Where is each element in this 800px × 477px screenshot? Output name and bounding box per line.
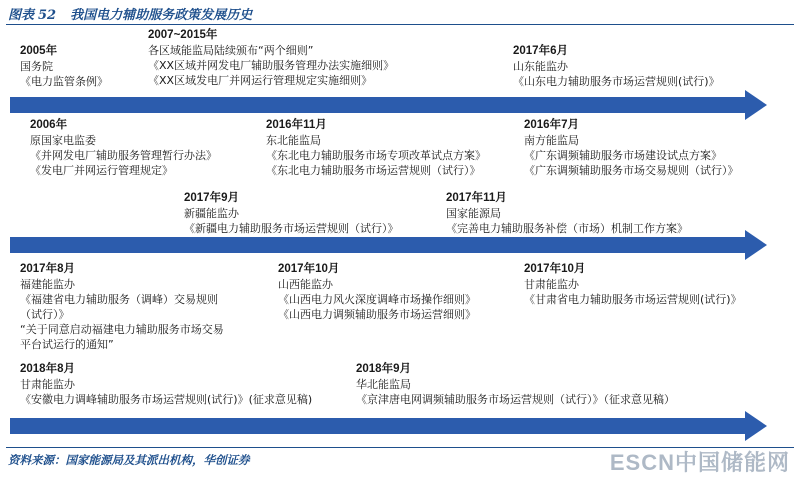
event-doc: 《京津唐电网调频辅助服务市场运营规则（试行）》（征求意见稿） bbox=[356, 393, 675, 406]
event-2017-06 bbox=[513, 44, 720, 89]
event-2017-11 bbox=[446, 191, 688, 236]
event-doc: 《安徽电力调峰辅助服务市场运营规则(试行)》(征求意见稿) bbox=[20, 393, 313, 406]
event-org: 华北能监局 bbox=[356, 378, 411, 391]
event-2018-08 bbox=[20, 362, 312, 407]
event-doc: 《广东调频辅助服务市场建设试点方案》 bbox=[524, 149, 722, 162]
event-doc: 《东北电力辅助服务市场专项改革试点方案》 bbox=[266, 149, 486, 162]
event-org: 山西能监办 bbox=[278, 278, 333, 291]
figure-title bbox=[8, 4, 252, 23]
timeline-arrow-1 bbox=[10, 95, 755, 115]
event-date: 2007~2015年 bbox=[148, 29, 218, 41]
event-doc: 《东北电力辅助服务市场运营规则（试行）》 bbox=[266, 164, 481, 177]
event-date: 2017年9月 bbox=[184, 192, 239, 204]
event-doc: （试行）》 bbox=[20, 308, 70, 321]
event-doc: 《甘肃省电力辅助服务市场运营规则(试行)》 bbox=[524, 293, 742, 306]
event-date: 2018年9月 bbox=[356, 363, 411, 375]
event-doc: 《广东调频辅助服务市场交易规则（试行）》 bbox=[524, 164, 739, 177]
event-org: 南方能监局 bbox=[524, 134, 579, 147]
event-org: 东北能监局 bbox=[266, 134, 321, 147]
event-doc: 《发电厂并网运行管理规定》 bbox=[30, 164, 173, 177]
event-org: 福建能监办 bbox=[20, 278, 75, 291]
event-2017-10-gansu bbox=[524, 262, 742, 307]
event-org: 原国家电监委 bbox=[30, 134, 96, 147]
event-2006 bbox=[30, 118, 217, 178]
top-rule bbox=[6, 24, 794, 25]
event-2016-11 bbox=[266, 118, 486, 178]
figure-label: 图表 bbox=[8, 8, 35, 23]
event-org: 国家能源局 bbox=[446, 207, 501, 220]
event-date: 2016年11月 bbox=[266, 119, 327, 131]
event-date: 2017年11月 bbox=[446, 192, 507, 204]
event-doc: 《山东电力辅助服务市场运营规则(试行)》 bbox=[513, 75, 720, 88]
event-doc: 《XX区域发电厂并网运行管理规定实施细则》 bbox=[148, 74, 373, 87]
event-org: 甘肃能监办 bbox=[20, 378, 75, 391]
event-doc: 《山西电力风火深度调峰市场操作细则》 bbox=[278, 293, 476, 306]
event-doc: 《XX区域并网发电厂辅助服务管理办法实施细则》 bbox=[148, 59, 395, 72]
event-date: 2006年 bbox=[30, 119, 68, 131]
timeline-arrow-2 bbox=[10, 235, 755, 255]
event-date: 2017年6月 bbox=[513, 45, 568, 57]
event-org: 新疆能监办 bbox=[184, 207, 239, 220]
event-2018-09 bbox=[356, 362, 675, 407]
event-date: 2017年10月 bbox=[524, 263, 586, 275]
event-org: 国务院 bbox=[20, 60, 53, 73]
event-date: 2016年7月 bbox=[524, 119, 579, 131]
source-note: 资料来源：国家能源局及其派出机构，华创证券 bbox=[8, 453, 250, 467]
event-org: 各区域能监局陆续颁布“两个细则” bbox=[148, 44, 314, 57]
event-2005 bbox=[20, 44, 108, 89]
event-2017-10-shanxi bbox=[278, 262, 476, 322]
event-date: 2018年8月 bbox=[20, 363, 75, 375]
event-2016-07 bbox=[524, 118, 739, 178]
event-doc: 《福建省电力辅助服务（调峰）交易规则 bbox=[20, 293, 218, 306]
event-doc: 《新疆电力辅助服务市场运营规则（试行）》 bbox=[184, 222, 399, 235]
event-doc: 《山西电力调频辅助服务市场运营细则》 bbox=[278, 308, 476, 321]
event-date: 2017年8月 bbox=[20, 263, 75, 275]
event-2017-09 bbox=[184, 191, 399, 236]
event-org: 山东能监办 bbox=[513, 60, 568, 73]
event-org: 甘肃能监办 bbox=[524, 278, 579, 291]
event-doc: 平台试运行的通知” bbox=[20, 338, 114, 351]
event-doc: “关于同意启动福建电力辅助服务市场交易 bbox=[20, 323, 224, 336]
event-date: 2017年10月 bbox=[278, 263, 340, 275]
event-doc: 《并网发电厂辅助服务管理暂行办法》 bbox=[30, 149, 217, 162]
event-doc: 《电力监管条例》 bbox=[20, 75, 108, 88]
figure-number: 52 bbox=[38, 8, 57, 23]
event-2007-2015 bbox=[148, 28, 394, 88]
figure-title-text: 我国电力辅助服务政策发展历史 bbox=[70, 8, 253, 23]
event-2017-08 bbox=[20, 262, 224, 352]
event-date: 2005年 bbox=[20, 45, 58, 57]
timeline-arrow-3 bbox=[10, 416, 755, 436]
event-doc: 《完善电力辅助服务补偿（市场）机制工作方案》 bbox=[446, 222, 688, 235]
watermark-logo: ESCN中国储能网 bbox=[609, 450, 790, 475]
